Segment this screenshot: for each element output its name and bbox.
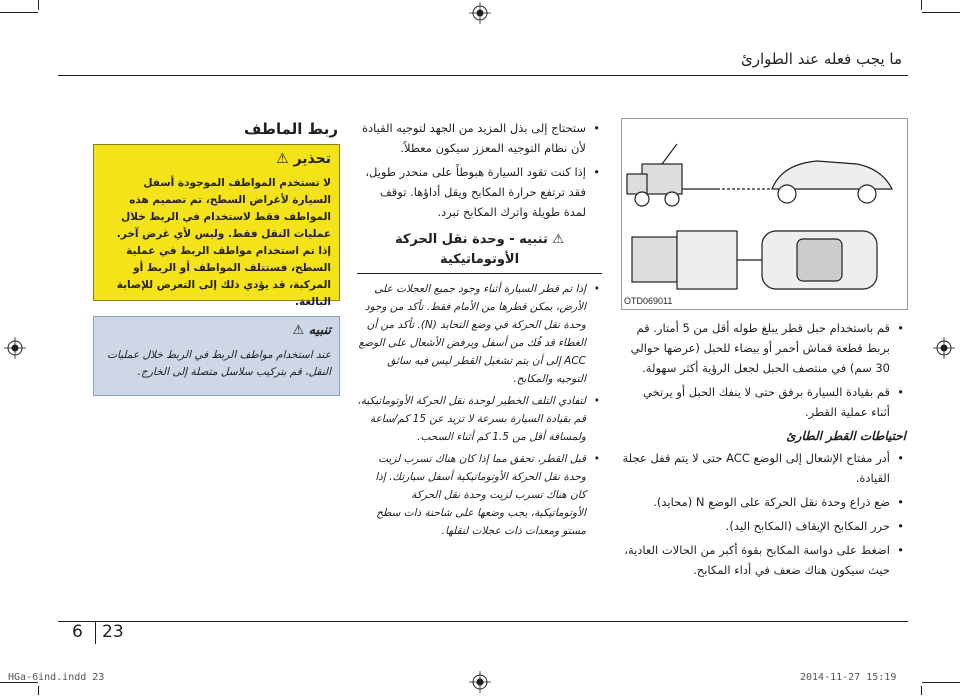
notice-header <box>292 323 331 338</box>
crop-mark <box>921 0 922 10</box>
list-item: • قم بقيادة السيارة برفق حتى لا ينفك الحبل أو يرتخي أثناء عملية القطر. <box>621 382 906 422</box>
right-column <box>621 318 906 584</box>
registration-mark-top <box>469 2 491 24</box>
list-item: • إذا كنت تقود السيارة هبوطاً على منحدر طويل، فقد ترتفع حرارة المكابح ويقل أداؤها. توقف لمدة طويلة واترك المكابح تبرد. <box>357 162 602 222</box>
crop-mark <box>922 682 960 683</box>
towing-illustration <box>622 119 907 309</box>
notice-box <box>93 316 340 396</box>
crop-mark <box>921 686 922 695</box>
warning-header <box>276 151 331 167</box>
warning-box <box>93 144 340 308</box>
registration-mark-bottom <box>469 671 491 693</box>
page-number: 23 <box>102 622 124 642</box>
caution-triangle-icon: ⚠ <box>552 232 565 247</box>
list-item: • قبل القطر، تحقق مما إذا كان هناك تسرب لزيت وحدة نقل الحركة الأوتوماتيكية أسفل سيارتك. إذا كان هناك تسرب لزيت وحدة نقل الحركة الأوتوماتيكية، يجب وضعها على شاحنة ذات سطح مستو ومعدات ذات عجلات لنقلها. <box>357 450 602 540</box>
right-bullets <box>621 318 906 422</box>
warning-body: لا تستخدم المواطف الموجودة أسفل السيارة لأغراض السطح، تم تصميم هذه المواطف فقط لاستخدام في الربط خلال عمليات النقل فقط. وليس لأي غرض آخر. إذا تم استخدام مواطف الربط في عملية السطح، فستتلف المواطف أو الربط أو المركبة، قد يؤدي ذلك إلى التعرض للإصابة البالغة. <box>116 177 331 308</box>
subsection-title: احتياطات القطر الطارئ <box>786 429 906 443</box>
towing-figure <box>621 118 908 310</box>
registration-mark-right <box>933 337 955 359</box>
print-slug-date: 2014-11-27 ‏ 15:19 <box>800 672 903 683</box>
page-number-divider <box>95 622 96 644</box>
tow-truck-side-view <box>627 144 892 206</box>
list-item: • قم باستخدام حبل قطر يبلغ طوله أقل من 5 أمتار. قم بربط قطعة قماش أحمر أو بيضاء للحبل (عرضها حوالي 30 سم) في منتصف الحبل لجعل الرؤية أكثر سهولة. <box>621 318 906 378</box>
list-item: • ستحتاج إلى بذل المزيد من الجهد لتوجيه القيادة لأن نظام التوجيه المعزز سيكون معطلاً. <box>357 118 602 158</box>
crop-mark <box>922 12 960 13</box>
list-item: • إذا تم قطر السيارة أثناء وجود جميع العجلات على الأرض، يمكن قطرها من الأمام فقط. تأكد من وجود وحدة نقل الحركة في وضع التحايد (N). تأكد من أن الغطاء قد فُك من أسفل ويرفض الأشعال على الوضع ACC إلى أن يتم تشغيل القطر ليس فيه سائق التوجيه والمكابح. <box>357 280 602 388</box>
list-item: • لتفادي التلف الخطير لوحدة نقل الحركة الأوتوماتيكية، قم بقيادة السيارة بسرعة لا تزيد عن 15 كم/ساعة ولمسافة أقل من 1.5 كم أثناء السحب. <box>357 392 602 446</box>
section-title: ربط الماطف <box>243 120 338 138</box>
warning-triangle-icon: ⚠ <box>276 151 289 167</box>
figure-label: OTD069011 <box>624 296 673 306</box>
footer-rule <box>58 621 908 622</box>
transmission-notice-header <box>357 230 602 274</box>
crop-mark <box>38 686 39 695</box>
middle-bullets <box>357 118 602 222</box>
emergency-bullets <box>621 448 906 580</box>
transmission-notice <box>357 230 602 544</box>
notice-title: تنبيه <box>308 323 331 338</box>
list-item: • ضع ذراع وحدة نقل الحركة على الوضع N (محايد). <box>621 492 906 512</box>
notice-body: عند استخدام مواطف الربط في الربط خلال عمليات النقل، قم بتركيب سلاسل متصلة إلى الخارج. <box>107 349 331 378</box>
print-slug-file: HGa-6ind.indd 23 <box>8 672 105 683</box>
registration-mark-left <box>4 337 26 359</box>
header-rule <box>58 75 908 76</box>
tow-truck-top-view <box>632 231 877 289</box>
transmission-notice-bullets <box>357 280 602 540</box>
middle-column <box>357 118 602 226</box>
list-item: • اضغط على دواسة المكابح بقوة أكبر من الحالات العادية، حيث سيكون هناك ضعف في أداء المكابح. <box>621 540 906 580</box>
page-header-title: ما يجب فعله عند الطوارئ <box>741 50 902 68</box>
warning-title: تحذير <box>293 151 331 167</box>
crop-mark <box>38 0 39 10</box>
transmission-notice-title: تنبيه - وحدة نقل الحركة الأوتوماتيكية <box>394 232 548 267</box>
caution-triangle-icon: ⚠ <box>292 323 305 338</box>
list-item: • أدر مفتاح الإشعال إلى الوضع ACC حتى لا يتم قفل عجلة القيادة. <box>621 448 906 488</box>
list-item: • حرر المكابح الإيقاف (المكابح اليد). <box>621 516 906 536</box>
crop-mark <box>0 12 38 13</box>
chapter-number: 6 <box>72 622 83 642</box>
